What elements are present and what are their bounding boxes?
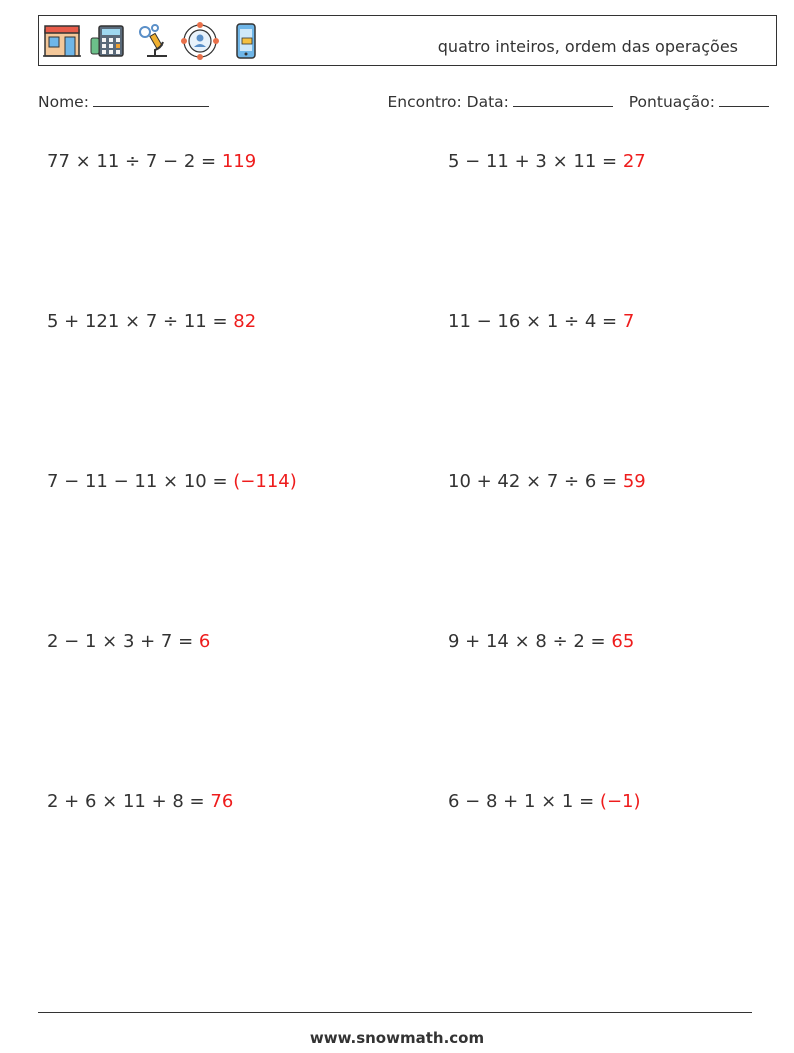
problem-answer: 27 — [622, 151, 646, 172]
problem-answer: 82 — [233, 311, 257, 332]
problem-expression: 5 + 121 × 7 ÷ 11 = — [47, 311, 234, 332]
footer-url[interactable]: www.snowmath.com — [309, 1029, 485, 1047]
problem-answer: 6 — [198, 631, 211, 652]
problem-8 — [448, 631, 634, 652]
encounter-label: Encontro: — [387, 93, 462, 111]
sheet-title: quatro inteiros, ordem das operações — [437, 37, 738, 56]
problem-expression: 11 − 16 × 1 ÷ 4 = — [448, 311, 623, 332]
name-blank[interactable] — [93, 92, 209, 107]
score-label: Pontuação: — [628, 93, 715, 111]
problem-answer: 65 — [611, 631, 635, 652]
problem-expression: 10 + 42 × 7 ÷ 6 = — [448, 471, 623, 492]
name-field — [38, 92, 209, 111]
problem-expression: 5 − 11 + 3 × 11 = — [448, 151, 623, 172]
score-blank[interactable] — [719, 92, 769, 107]
shop-icon — [43, 22, 81, 60]
name-label: Nome: — [38, 93, 89, 111]
problem-expression: 7 − 11 − 11 × 10 = — [47, 471, 234, 492]
problem-5 — [47, 471, 297, 492]
phone-icon — [227, 22, 265, 60]
date-label: Data: — [466, 93, 509, 111]
problem-expression: 6 − 8 + 1 × 1 = — [448, 791, 600, 812]
problem-2 — [448, 151, 646, 172]
problem-6 — [448, 471, 646, 492]
network-icon — [181, 22, 219, 60]
problem-answer: 7 — [622, 311, 635, 332]
problem-7 — [47, 631, 210, 652]
problem-expression: 2 − 1 × 3 + 7 = — [47, 631, 199, 652]
problem-4 — [448, 311, 634, 332]
problem-answer: 76 — [210, 791, 234, 812]
problem-10 — [448, 791, 641, 812]
problem-3 — [47, 311, 256, 332]
problem-answer: 59 — [622, 471, 646, 492]
calculator-icon — [89, 22, 127, 60]
problem-answer: (−1) — [599, 791, 641, 812]
footer-divider — [38, 1012, 752, 1013]
meta-right — [387, 92, 769, 111]
problem-answer: (−114) — [233, 471, 297, 492]
header-box — [38, 15, 777, 66]
problem-9 — [47, 791, 233, 812]
problem-expression: 2 + 6 × 11 + 8 = — [47, 791, 211, 812]
problem-1 — [47, 151, 256, 172]
problem-expression: 77 × 11 ÷ 7 − 2 = — [47, 151, 222, 172]
icon-strip — [43, 22, 265, 60]
problem-answer: 119 — [221, 151, 257, 172]
problem-expression: 9 + 14 × 8 ÷ 2 = — [448, 631, 612, 652]
microscope-icon — [135, 22, 173, 60]
date-blank[interactable] — [513, 92, 613, 107]
